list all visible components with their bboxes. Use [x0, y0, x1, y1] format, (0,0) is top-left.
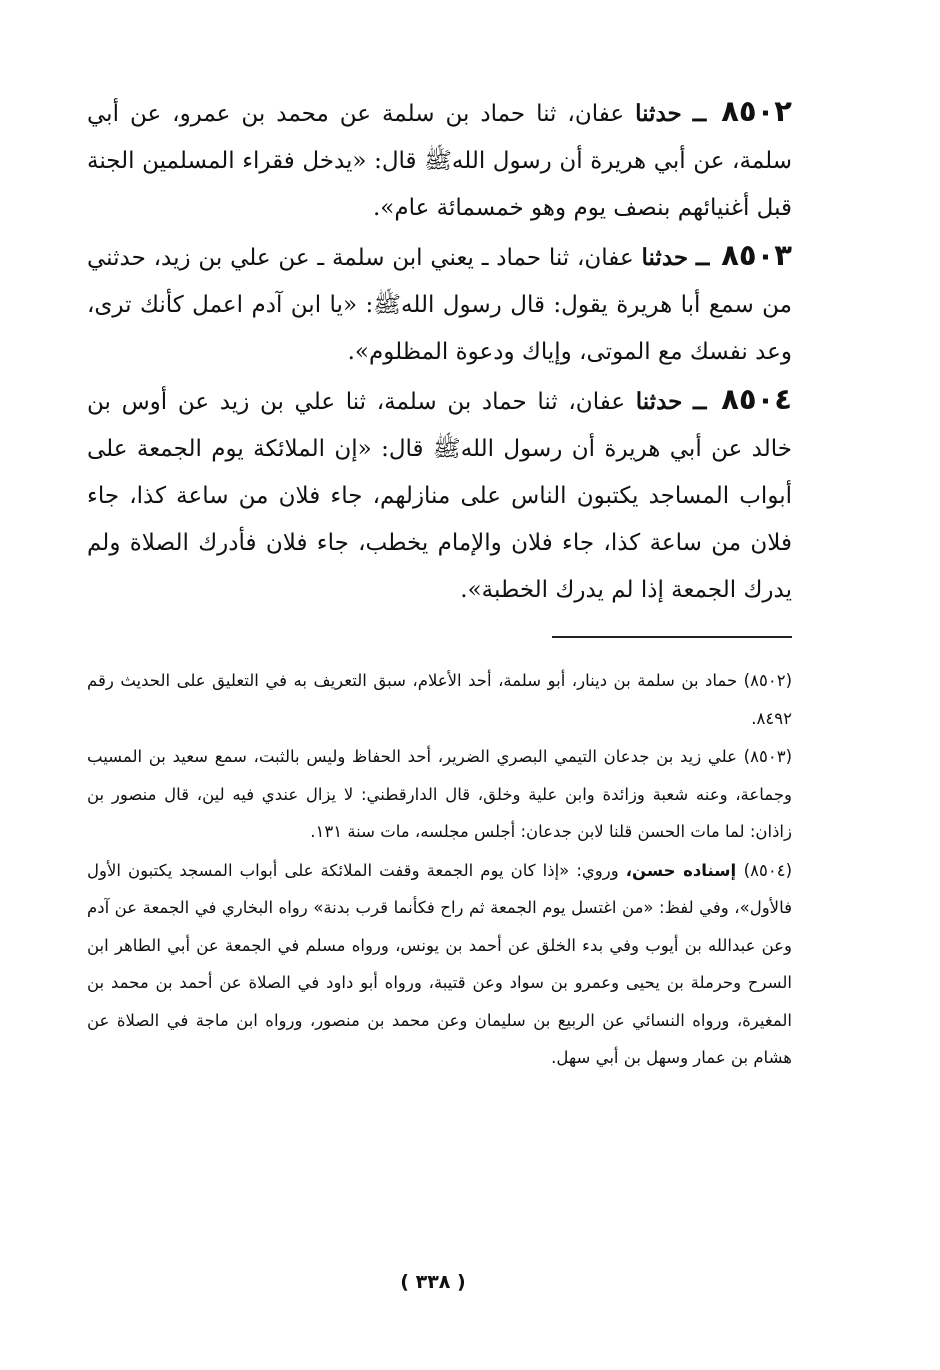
footnote-number: (٨٥٠٤)	[743, 860, 792, 880]
footnote-8504	[87, 852, 792, 1077]
hadith-number: ٨٥٠٤	[721, 382, 793, 416]
hadith-8503	[87, 232, 792, 376]
hadith-opening-word: حدثنا	[635, 388, 683, 415]
footnote-divider	[552, 636, 792, 638]
hadith-opening-word: حدثنا	[641, 244, 689, 271]
hadith-dash: ــ	[695, 244, 710, 271]
hadith-body: عفان، ثنا حماد بن سلمة عن محمد بن عمرو، عن أبي سلمة، عن أبي هريرة أن رسول اللهﷺ قال: «يدخل فقراء المسلمين الجنة قبل أغنيائهم بنصف يوم وهو خمسمائة عام».	[87, 101, 792, 221]
page-number: ( ٣٣٨ )	[400, 1271, 466, 1293]
hadith-body: عفان، ثنا حماد ـ يعني ابن سلمة ـ عن علي بن زيد، حدثني من سمع أبا هريرة يقول: قال رسول اللهﷺ: «يا ابن آدم اعمل كأنك ترى، وعد نفسك مع الموتى، وإياك ودعوة المظلوم».	[87, 245, 792, 365]
footnote-8502	[87, 662, 792, 737]
footnote-body: وروي: «إذا كان يوم الجمعة وقفت الملائكة على أبواب المسجد يكتبون الأول فالأول»، وفي لفظ: «من اغتسل يوم الجمعة ثم راح فكأنما قرب بدنة» رواه البخاري في الجمعة عن آدم وعن عبدالله بن أيوب وفي بدء الخلق عن أحمد بن يونس، ورواه مسلم في الجمعة عن أبي الطاهر ابن السرح وحرملة بن يحيى وعمرو بن سواد وعن قتيبة، ورواه أبو داود في الصلاة عن أحمد بن محمد بن المغيرة، ورواه النسائي عن الربيع بن سليمان وعن محمد بن منصور، ورواه ابن ماجة في الصلاة عن هشام بن عمار وسهل بن أبي سهل.	[87, 860, 792, 1067]
hadith-8504	[87, 376, 792, 614]
hadith-number: ٨٥٠٢	[721, 94, 792, 128]
footnote-8503	[87, 738, 792, 851]
hadith-dash: ــ	[693, 388, 707, 415]
hadith-number: ٨٥٠٣	[721, 238, 792, 272]
footnote-number: (٨٥٠٢)	[743, 671, 792, 690]
hadith-body: عفان، ثنا حماد بن سلمة، ثنا علي بن زيد عن أوس بن خالد عن أبي هريرة أن رسول اللهﷺ قال: «إن الملائكة يوم الجمعة على أبواب المساجد يكتبون الناس على منازلهم، جاء فلان من ساعة كذا، جاء فلان من ساعة كذا، جاء فلان والإمام يخطب، جاء فلان فأدرك الصلاة ولم يدرك الجمعة إذا لم يدرك الخطبة».	[87, 389, 792, 603]
footnote-number: (٨٥٠٣)	[743, 747, 792, 766]
footnotes-block	[87, 662, 792, 1078]
hadith-8502	[87, 88, 792, 232]
footnote-body: حماد بن سلمة بن دينار، أبو سلمة، أحد الأعلام، سبق التعريف به في التعليق على الحديث رقم ٨٤٩٢.	[87, 671, 792, 728]
hadith-opening-word: حدثنا	[635, 100, 682, 127]
footnote-body: علي زيد بن جدعان التيمي البصري الضرير، أحد الحفاظ وليس بالثبت، سمع سعيد بن المسيب وجماعة، وعنه شعبة وزائدة وابن علية وخلق، قال الدارقطني: لا يزال عندي فيه لين، قال منصور بن زاذان: لما مات الحسن قلنا لابن جدعان: أجلس مجلسه، مات سنة ١٣١.	[87, 747, 792, 841]
hadith-dash: ــ	[692, 100, 707, 127]
hadith-text-block	[87, 88, 792, 614]
footnote-bold-text: إسناده حسن،	[625, 860, 744, 880]
